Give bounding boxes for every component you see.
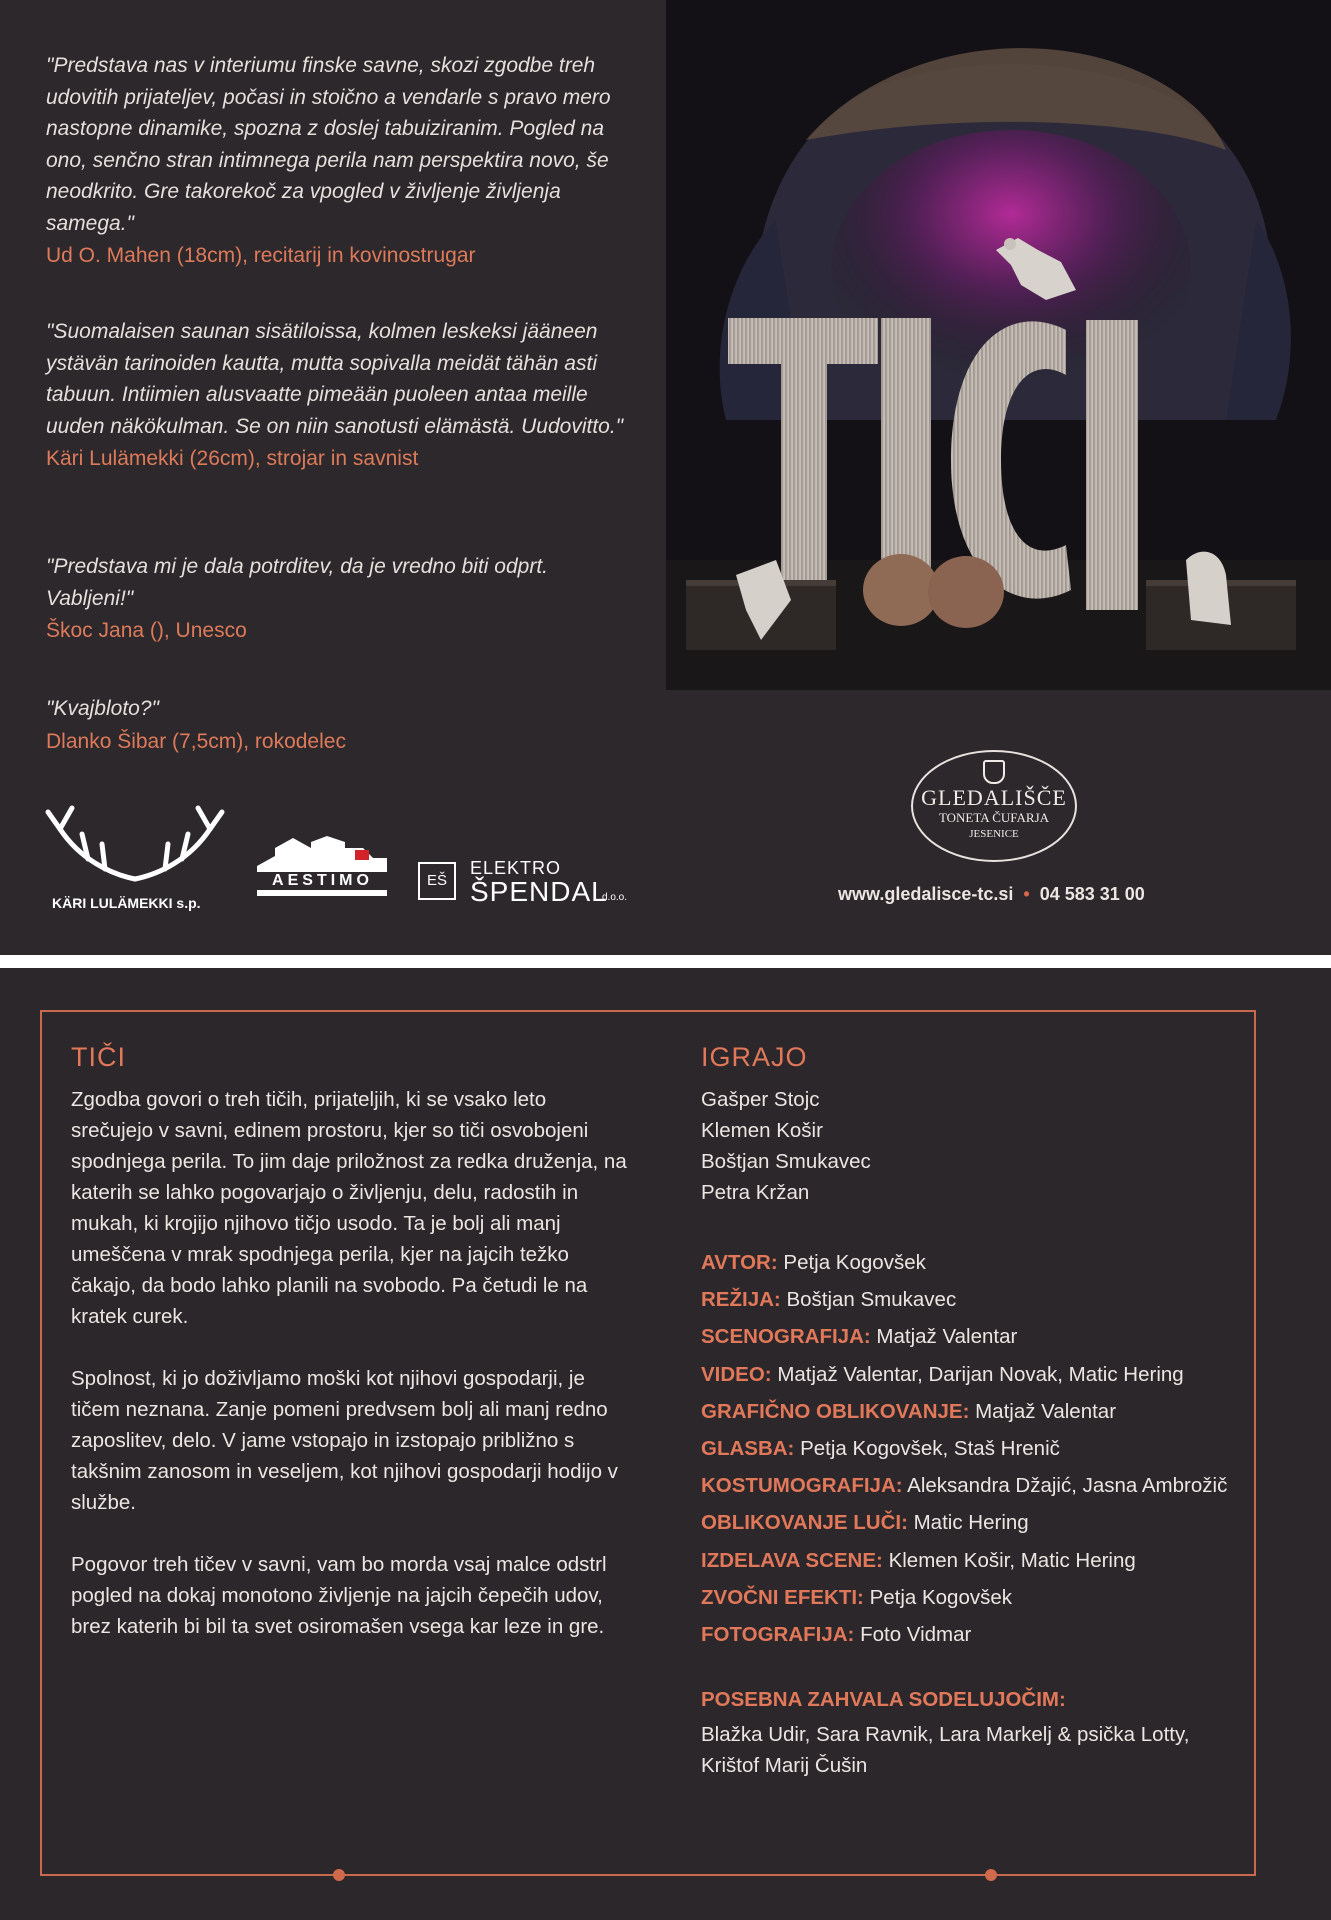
cast-title: IGRAJO (701, 1042, 808, 1072)
credit-role: IZDELAVA SCENE: (701, 1548, 883, 1572)
aestimo-logo-icon (255, 836, 390, 906)
theatre-logo (911, 750, 1077, 862)
synopsis-body (71, 1084, 631, 1673)
elektro-top: ELEKTRO (470, 858, 562, 878)
elektro-mark-icon: EŠ (418, 862, 456, 900)
sponsor-elektro (418, 858, 638, 908)
quote-4 (46, 693, 626, 754)
sponsor-aestimo-name: AESTIMO (272, 872, 373, 889)
credit-role: AVTOR: (701, 1251, 778, 1274)
sponsor-kari (40, 804, 220, 911)
front-side (0, 0, 1331, 955)
credit-names: Matjaž Valentar (975, 1399, 1117, 1423)
credit-item (701, 1356, 1227, 1393)
credit-role: ZVOČNI EFEKTI: (701, 1585, 864, 1609)
synopsis-paragraph: Spolnost, ki jo doživljamo moški kot njihovi gospodarji, je tičem neznana. Zanje pomeni predvsem bolj ali manj redno zaposlitev, delo. V jame vstopajo in izstopajo približno s takšnim zanosom in veseljem, kot njihovi gospodarji hodijo v službe. (71, 1367, 618, 1514)
credit-item (701, 1244, 1227, 1281)
quote-text: "Suomalaisen saunan sisätiloissa, kolmen leskeksi jääneen ystävän tarinoiden kautta, mutta sopivalla meidät tähän asti tabuun. Intiimien alusvaatte pimeään puoleen antaa meille uuden näkökulman. Se on niin sanotusti elämästä. Uudovitto." (46, 320, 624, 438)
quote-text: "Predstava nas v interiumu finske savne, skozi zgodbe treh udovitih prijateljev, počasi in stoično a vendarle s pravo mero nastopne dinamike, spozna z doslej tabuiziranim. Pogled na ono, senčno stran intimnega perila nam perspektira novo, še neodkrito. Gre takorekoč za vpogled v življenje življenja samega." (46, 54, 611, 235)
credit-names: Matjaž Valentar, Darijan Novak, Matic Hering (777, 1362, 1184, 1386)
cast-member: Petra Kržan (701, 1181, 810, 1204)
quote-author: Ud O. Mahen (18cm), recitarij in kovinostrugar (46, 244, 476, 267)
credit-item (701, 1430, 1227, 1467)
credit-role: REŽIJA: (701, 1288, 781, 1312)
quote-2 (46, 316, 626, 471)
credits-list (701, 1244, 1227, 1653)
credit-names: Petja Kogovšek, Staš Hrenič (800, 1437, 1060, 1461)
poster-photo (666, 0, 1331, 690)
theatre-line1: GLEDALIŠČE (921, 785, 1067, 810)
separator-dot: • (1023, 884, 1030, 904)
thanks-title: POSEBNA ZAHVALA SODELUJOČIM: (701, 1688, 1066, 1711)
credit-names: Petja Kogovšek (869, 1585, 1013, 1609)
antlers-icon (40, 804, 230, 884)
credit-item (701, 1616, 1227, 1653)
frame-dot-left (333, 1869, 345, 1881)
credit-role: OBLIKOVANJE LUČI: (701, 1511, 908, 1535)
credit-item (701, 1467, 1227, 1504)
credit-names: Matjaž Valentar (876, 1325, 1018, 1349)
elektro-suffix: d.o.o. (602, 892, 628, 903)
credit-names: Petja Kogovšek (783, 1251, 926, 1274)
cast-member: Boštjan Smukavec (701, 1150, 871, 1173)
page-separator (0, 955, 1331, 968)
credit-names: Boštjan Smukavec (786, 1288, 957, 1312)
contact-line (838, 884, 1145, 905)
credit-item (701, 1542, 1227, 1579)
sponsor-aestimo (255, 836, 390, 906)
credit-role: GRAFIČNO OBLIKOVANJE: (701, 1399, 970, 1423)
quote-3 (46, 551, 626, 643)
frame-dot-right (985, 1869, 997, 1881)
website-link[interactable]: www.gledalisce-tc.si (838, 884, 1014, 904)
quote-author: Käri Lulämekki (26cm), strojar in savnist (46, 447, 419, 470)
credit-item (701, 1579, 1227, 1616)
credit-names: Klemen Košir, Matic Hering (888, 1548, 1136, 1572)
theatre-line2: TONETA ČUFARJA (938, 810, 1050, 825)
quote-author: Dlanko Šibar (7,5cm), rokodelec (46, 729, 346, 753)
credit-role: KOSTUMOGRAFIJA: (701, 1474, 903, 1498)
sponsor-kari-name: KÄRI LULÄMEKKI s.p. (52, 895, 201, 911)
credit-item (701, 1281, 1227, 1318)
quote-text: "Predstava mi je dala potrditev, da je vredno biti odprt. Vabljeni!" (46, 555, 549, 610)
synopsis-paragraph: Zgodba govori o treh tičih, prijateljih, ki se vsako leto srečujejo v savni, edinem prostoru, kjer so tiči osvobojeni spodnjega perila. To jim daje priložnost za redka druženja, na katerih se lahko pogovarjajo o življenju, delu, radostih in mukah, ki krojijo njihovo tičjo usodo. Ta je bolj ali manj umeščena v mrak spodnjega perila, kjer na jajcih težko čakajo, da bodo lahko planili na svobodo. Pa četudi le na kratek curek. (71, 1088, 627, 1328)
theatre-crest-icon (983, 760, 1005, 784)
credit-role: GLASBA: (701, 1437, 795, 1461)
credit-item (701, 1318, 1227, 1355)
theatre-line3: JESENICE (969, 828, 1019, 840)
poster-illustration (666, 0, 1331, 690)
thanks-text: Blažka Udir, Sara Ravnik, Lara Markelj & psička Lotty, Krištof Marij Čušin (701, 1723, 1190, 1777)
cast-member: Klemen Košir (701, 1119, 823, 1142)
quote-author: Škoc Jana (), Unesco (46, 619, 247, 642)
credit-names: Aleksandra Džajić, Jasna Ambrožič (907, 1474, 1228, 1498)
phone-number: 04 583 31 00 (1039, 884, 1145, 904)
elektro-main: ŠPENDAL (470, 876, 608, 907)
synopsis-title: TIČI (71, 1042, 126, 1072)
synopsis-paragraph: Pogovor treh tičev v savni, vam bo morda vsaj malce odstrl pogled na dokaj monotono življenje na jajcih čepečih udov, brez katerih bi bil ta svet osiromašen vsega kar leze in gre. (71, 1553, 607, 1638)
cast-member: Gašper Stojc (701, 1088, 820, 1111)
cast-list (701, 1084, 871, 1208)
credit-role: SCENOGRAFIJA: (701, 1325, 871, 1349)
quote-1 (46, 50, 626, 268)
quote-text: "Kvajbloto?" (46, 697, 159, 720)
credit-role: FOTOGRAFIJA: (701, 1623, 855, 1647)
credit-item (701, 1504, 1227, 1541)
credit-item (701, 1393, 1227, 1430)
credit-names: Matic Hering (913, 1511, 1029, 1535)
credit-role: VIDEO: (701, 1362, 772, 1386)
credit-names: Foto Vidmar (860, 1623, 972, 1647)
